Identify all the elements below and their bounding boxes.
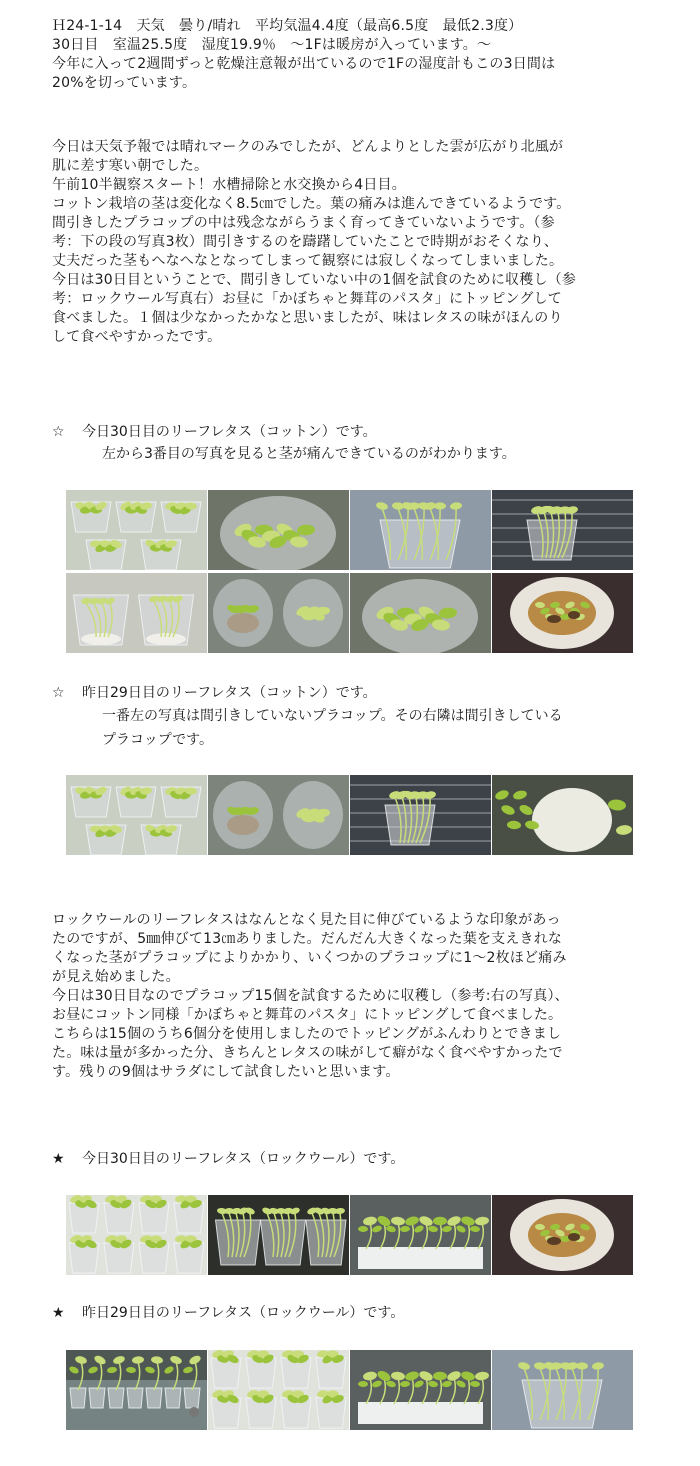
header-room-conditions: 30日目 室温25.5度 湿度19.9％ ～1Fは暖房が入っています。～	[52, 37, 492, 53]
pasta-plate-icon	[492, 1195, 633, 1275]
section-heading-cotton-day30	[52, 423, 377, 442]
intro-line: 間引きしたプラコップの中は残念ながらうまく育ってきていないようです。（参	[52, 215, 555, 231]
header-humidity-note: 今年に入って2週間ずっと乾燥注意報が出ているので1Fの湿度計もこの3日間は	[52, 56, 556, 72]
intro-line: 食べました。１個は少なかったかなと思いましたが、味はレタスの味がほんのり	[52, 310, 563, 326]
intro-line: 今日は30日目ということで、間引きしていない中の1個を試食のために収穫し（参	[52, 272, 577, 288]
cup-grid-icon	[208, 1350, 349, 1430]
intro-line: 考：下の段の写真3枚）間引きするのを躊躇していたことで時期がおそくなり、	[52, 234, 559, 250]
intro-line: 今日は天気予報では晴れマークのみでしたが、どんよりとした雲が広がり北風が	[52, 139, 564, 155]
photo-row-cotton-day30-top	[66, 490, 633, 570]
photo-row-rockwool-day30	[66, 1195, 633, 1275]
section-heading-rockwool-day29	[52, 1304, 404, 1323]
cotton-cups-icon	[208, 775, 349, 855]
intro-line: 丈夫だった茎もへなへなとなってしまって観察には寂しくなってしまいました。	[52, 253, 564, 269]
black-star-icon: ★	[52, 1151, 65, 1167]
cup-closeup-icon	[208, 490, 349, 570]
intro-line: コットン栽培の茎は変化なく8.5㎝でした。葉の痛みは進んできているようです。	[52, 196, 571, 212]
intro-paragraph	[52, 138, 662, 347]
header-block	[52, 17, 662, 93]
section-note: 左から3番目の写真を見ると茎が痛んできているのがわかります。	[102, 446, 516, 462]
section-title: 昨日29日目のリーフレタス（コットン）です。	[82, 685, 377, 701]
tall-stems-icon	[350, 490, 491, 570]
tall-leaves-icon	[492, 1350, 633, 1430]
cup-grid-icon	[66, 1195, 207, 1275]
intro-line: 考：ロックウール写真右）お昼に「かぼちゃと舞茸のパスタ」にトッピングして	[52, 291, 562, 307]
shelf-cups-icon	[492, 490, 633, 570]
cups-seedlings-icon	[208, 1195, 349, 1275]
rockwool-line: くなった茎がプラコップによりかかり、いくつかのプラコップに1～2枚ほど痛み	[52, 950, 567, 966]
pasta-plate-icon	[492, 573, 633, 653]
photo-row-rockwool-day29	[66, 1350, 633, 1430]
cups-seedlings-icon	[66, 775, 207, 855]
rockwool-line: お昼にコットン同様「かぼちゃと舞茸のパスタ」にトッピングして食べました。	[52, 1007, 563, 1023]
tank-plants-icon	[66, 1350, 207, 1430]
rockwool-line: す。残りの9個はサラダにして試食したいと思います。	[52, 1064, 400, 1080]
section-title: 今日30日目のリーフレタス（コットン）です。	[82, 424, 377, 440]
section-title: 今日30日目のリーフレタス（ロックウール）です。	[82, 1151, 405, 1167]
photo-row-cotton-day29	[66, 775, 633, 855]
header-humidity-note-cont: 20%を切っています。	[52, 75, 197, 91]
rack-plants-icon	[350, 775, 491, 855]
rockwool-line: 今日は30日目なのでプラコップ15個を試食するために収穫し（参考:右の写真）、	[52, 988, 569, 1004]
cups-seedlings-icon	[66, 490, 207, 570]
section-title: 昨日29日目のリーフレタス（ロックウール）です。	[82, 1305, 405, 1321]
intro-line: 肌に差す寒い朝でした。	[52, 158, 209, 174]
cotton-ball-icon	[492, 775, 633, 855]
rockwool-line: たのですが、5㎜伸びて13㎝ありました。だんだん大きくなった葉を支えきれな	[52, 931, 563, 947]
rockwool-line: た。味は量が多かった分、きちんとレタスの味がして癖がなく食べやすかったで	[52, 1045, 563, 1061]
rockwool-line: ロックウールのリーフレタスはなんとなく見た目に伸びているような印象があっ	[52, 912, 561, 928]
section-heading-cotton-day29	[52, 684, 377, 703]
section-note: プラコップです。	[102, 732, 214, 748]
rockwool-line: が見え始めました。	[52, 969, 180, 985]
thin-stems-icon	[66, 573, 207, 653]
cup-leaves-icon	[350, 573, 491, 653]
leafy-cup-icon	[350, 1350, 491, 1430]
section-note: 一番左の写真は間引きしていないプラコップ。その右隣は間引きしている	[102, 708, 563, 724]
intro-line: 午前10半観察スタート！水槽掃除と水交換から4日目。	[52, 177, 406, 193]
white-star-icon: ☆	[52, 424, 65, 440]
cotton-cups-icon	[208, 573, 349, 653]
section-heading-rockwool-day30	[52, 1150, 404, 1169]
photo-row-cotton-day30-bottom	[66, 573, 633, 653]
intro-line: して食べやすかったです。	[52, 329, 222, 345]
white-star-icon: ☆	[52, 685, 65, 701]
tray-plants-icon	[350, 1195, 491, 1275]
black-star-icon: ★	[52, 1305, 65, 1321]
rockwool-paragraph	[52, 911, 662, 1082]
header-date-weather: Ｈ24-1-14 天気 曇り/晴れ 平均気温4.4度（最高6.5度 最低2.3度）	[52, 18, 523, 34]
rockwool-line: こちらは15個のうち6個分を使用しましたのでトッピングがふんわりとできまし	[52, 1026, 562, 1042]
